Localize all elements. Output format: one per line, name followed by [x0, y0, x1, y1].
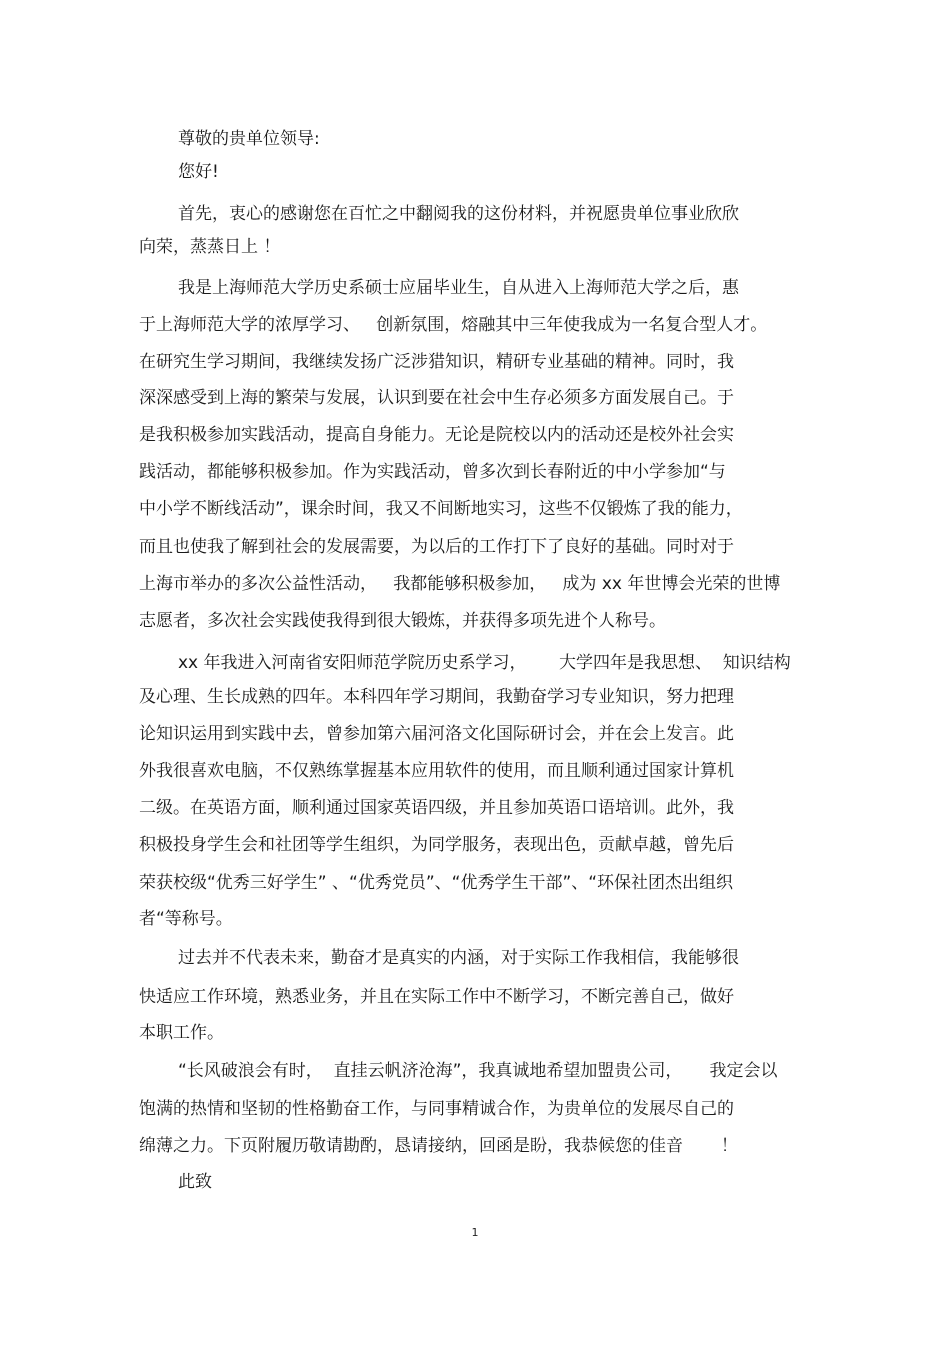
paragraph-4-line-1: 过去并不代表未来，勤奋才是真实的内涵，对于实际工作我相信，我能够很	[178, 948, 739, 968]
paragraph-3-line-5: 二级。在英语方面，顺利通过国家英语四级，并且参加英语口语培训。此外，我	[139, 798, 734, 818]
paragraph-1-line-1: 首先，衷心的感谢您在百忙之中翻阅我的这份材料，并祝愿贵单位事业欣欣	[178, 204, 739, 224]
closing: 此致	[178, 1172, 212, 1192]
paragraph-2-line-3: 在研究生学习期间，我继续发扬广泛涉猎知识，精研专业基础的精神。同时，我	[139, 352, 734, 372]
paragraph-2-line-6: 践活动，都能够积极参加。作为实践活动，曾多次到长春附近的中小学参加“与	[139, 462, 726, 482]
paragraph-3-line-4: 外我很喜欢电脑，不仅熟练掌握基本应用软件的使用，而且顺利通过国家计算机	[139, 761, 734, 781]
greeting: 您好!	[178, 162, 219, 182]
paragraph-3-line-8: 者“等称号。	[139, 909, 233, 929]
paragraph-3-line-7: 荣获校级“优秀三好学生” 、“优秀党员”、“优秀学生干部”、“环保社团杰出组织	[139, 873, 734, 893]
paragraph-1-line-2: 向荣，蒸蒸日上 ！	[139, 237, 281, 257]
paragraph-2-line-1: 我是上海师范大学历史系硕士应届毕业生，自从进入上海师范大学之后，惠	[178, 278, 739, 298]
paragraph-2-line-2: 于上海师范大学的浓厚学习、 创新氛围，熔融其中三年使我成为一名复合型人才。	[139, 315, 768, 335]
salutation: 尊敬的贵单位领导:	[178, 129, 320, 149]
page-number: 1	[471, 1226, 479, 1239]
paragraph-4-line-3: 本职工作。	[139, 1023, 224, 1043]
paragraph-2-line-10: 志愿者，多次社会实践使我得到很大锻炼，并获得多项先进个人称号。	[139, 611, 666, 631]
paragraph-5-line-2: 饱满的热情和坚韧的性格勤奋工作，与同事精诚合作，为贵单位的发展尽自己的	[139, 1099, 734, 1119]
paragraph-3-line-1: xx 年我进入河南省安阳师范学院历史系学习， 大学四年是我思想、 知识结构	[178, 653, 791, 673]
paragraph-3-line-2: 及心理、生长成熟的四年。本科四年学习期间，我勤奋学习专业知识，努力把理	[139, 687, 734, 707]
paragraph-4-line-2: 快适应工作环境，熟悉业务，并且在实际工作中不断学习，不断完善自己，做好	[139, 987, 734, 1007]
paragraph-3-line-3: 论知识运用到实践中去，曾参加第六届河洛文化国际研讨会，并在会上发言。此	[139, 724, 734, 744]
paragraph-2-line-4: 深深感受到上海的繁荣与发展，认识到要在社会中生存必须多方面发展自己。于	[139, 388, 734, 408]
paragraph-2-line-8: 而且也使我了解到社会的发展需要，为以后的工作打下了良好的基础。同时对于	[139, 537, 734, 557]
paragraph-5-line-3: 绵薄之力。下页附履历敬请勘酌，恳请接纳，回函是盼，我恭候您的佳音 ！	[139, 1136, 738, 1156]
paragraph-3-line-6: 积极投身学生会和社团等学生组织，为同学服务，表现出色，贡献卓越，曾先后	[139, 835, 734, 855]
paragraph-2-line-9: 上海市举办的多次公益性活动， 我都能够积极参加， 成为 xx 年世博会光荣的世博	[139, 574, 781, 594]
paragraph-5-line-1: “长风破浪会有时， 直挂云帆济沧海”，我真诚地希望加盟贵公司， 我定会以	[178, 1061, 778, 1081]
paragraph-2-line-7: 中小学不断线活动”，课余时间，我又不间断地实习，这些不仅锻炼了我的能力，	[139, 499, 743, 519]
paragraph-2-line-5: 是我积极参加实践活动，提高自身能力。无论是院校以内的活动还是校外社会实	[139, 425, 734, 445]
